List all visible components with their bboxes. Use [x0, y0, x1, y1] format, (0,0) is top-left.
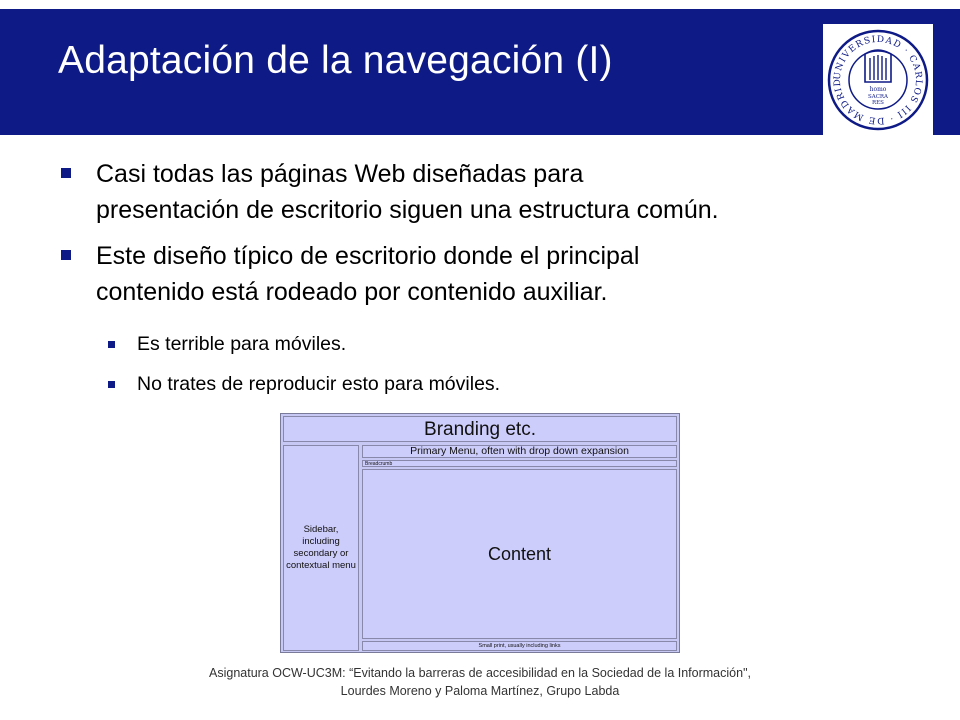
svg-text:SACRA: SACRA — [867, 94, 889, 100]
diagram-primary-menu: Primary Menu, often with drop down expansion — [362, 445, 677, 458]
square-bullet-icon — [108, 381, 115, 388]
bullet-line: contenido está rodeado por contenido auxiliar. — [96, 278, 608, 306]
diagram-sidebar-label: Sidebar, including secondary or contextual menu — [286, 524, 356, 571]
square-bullet-icon — [61, 250, 71, 260]
slide-footer — [120, 664, 840, 700]
svg-text:RES: RES — [872, 100, 884, 106]
diagram-breadcrumb: Breadcrumb — [362, 460, 677, 467]
square-bullet-icon — [61, 168, 71, 178]
title-bar — [0, 9, 960, 135]
sub-bullet-item — [137, 371, 500, 397]
svg-text:homo: homo — [869, 86, 887, 93]
square-bullet-icon — [108, 341, 115, 348]
bullet-line: Este diseño típico de escritorio donde el principal — [96, 242, 640, 270]
diagram-sidebar — [283, 445, 359, 651]
sub-bullet-item — [137, 331, 346, 357]
bullet-line: presentación de escritorio siguen una estructura común. — [96, 196, 719, 224]
sub-bullet-text: Es terrible para móviles. — [137, 333, 347, 355]
layout-diagram — [280, 413, 680, 653]
bullet-item — [96, 238, 639, 310]
diagram-branding: Branding etc. — [283, 416, 677, 442]
footer-line: Lourdes Moreno y Paloma Martínez, Grupo Labda — [340, 684, 620, 698]
svg-text:UNIVERSIDAD · CARLOS III · DE: UNIVERSIDAD · CARLOS III · DE MADRID — [832, 34, 924, 126]
diagram-content — [362, 469, 677, 639]
university-logo — [823, 24, 933, 136]
university-seal-icon — [823, 24, 933, 136]
bullet-line: Casi todas las páginas Web diseñadas para — [96, 160, 584, 188]
footer-line: Asignatura OCW-UC3M: “Evitando la barreras de accesibilidad en la Sociedad de la Información", — [209, 666, 751, 680]
slide-title: Adaptación de la navegación (I) — [58, 39, 613, 82]
sub-bullet-text: No trates de reproducir esto para móviles. — [137, 373, 501, 395]
bullet-item — [96, 156, 719, 228]
diagram-footer: Small print, usually including links — [362, 641, 677, 651]
diagram-content-label: Content — [487, 543, 552, 564]
